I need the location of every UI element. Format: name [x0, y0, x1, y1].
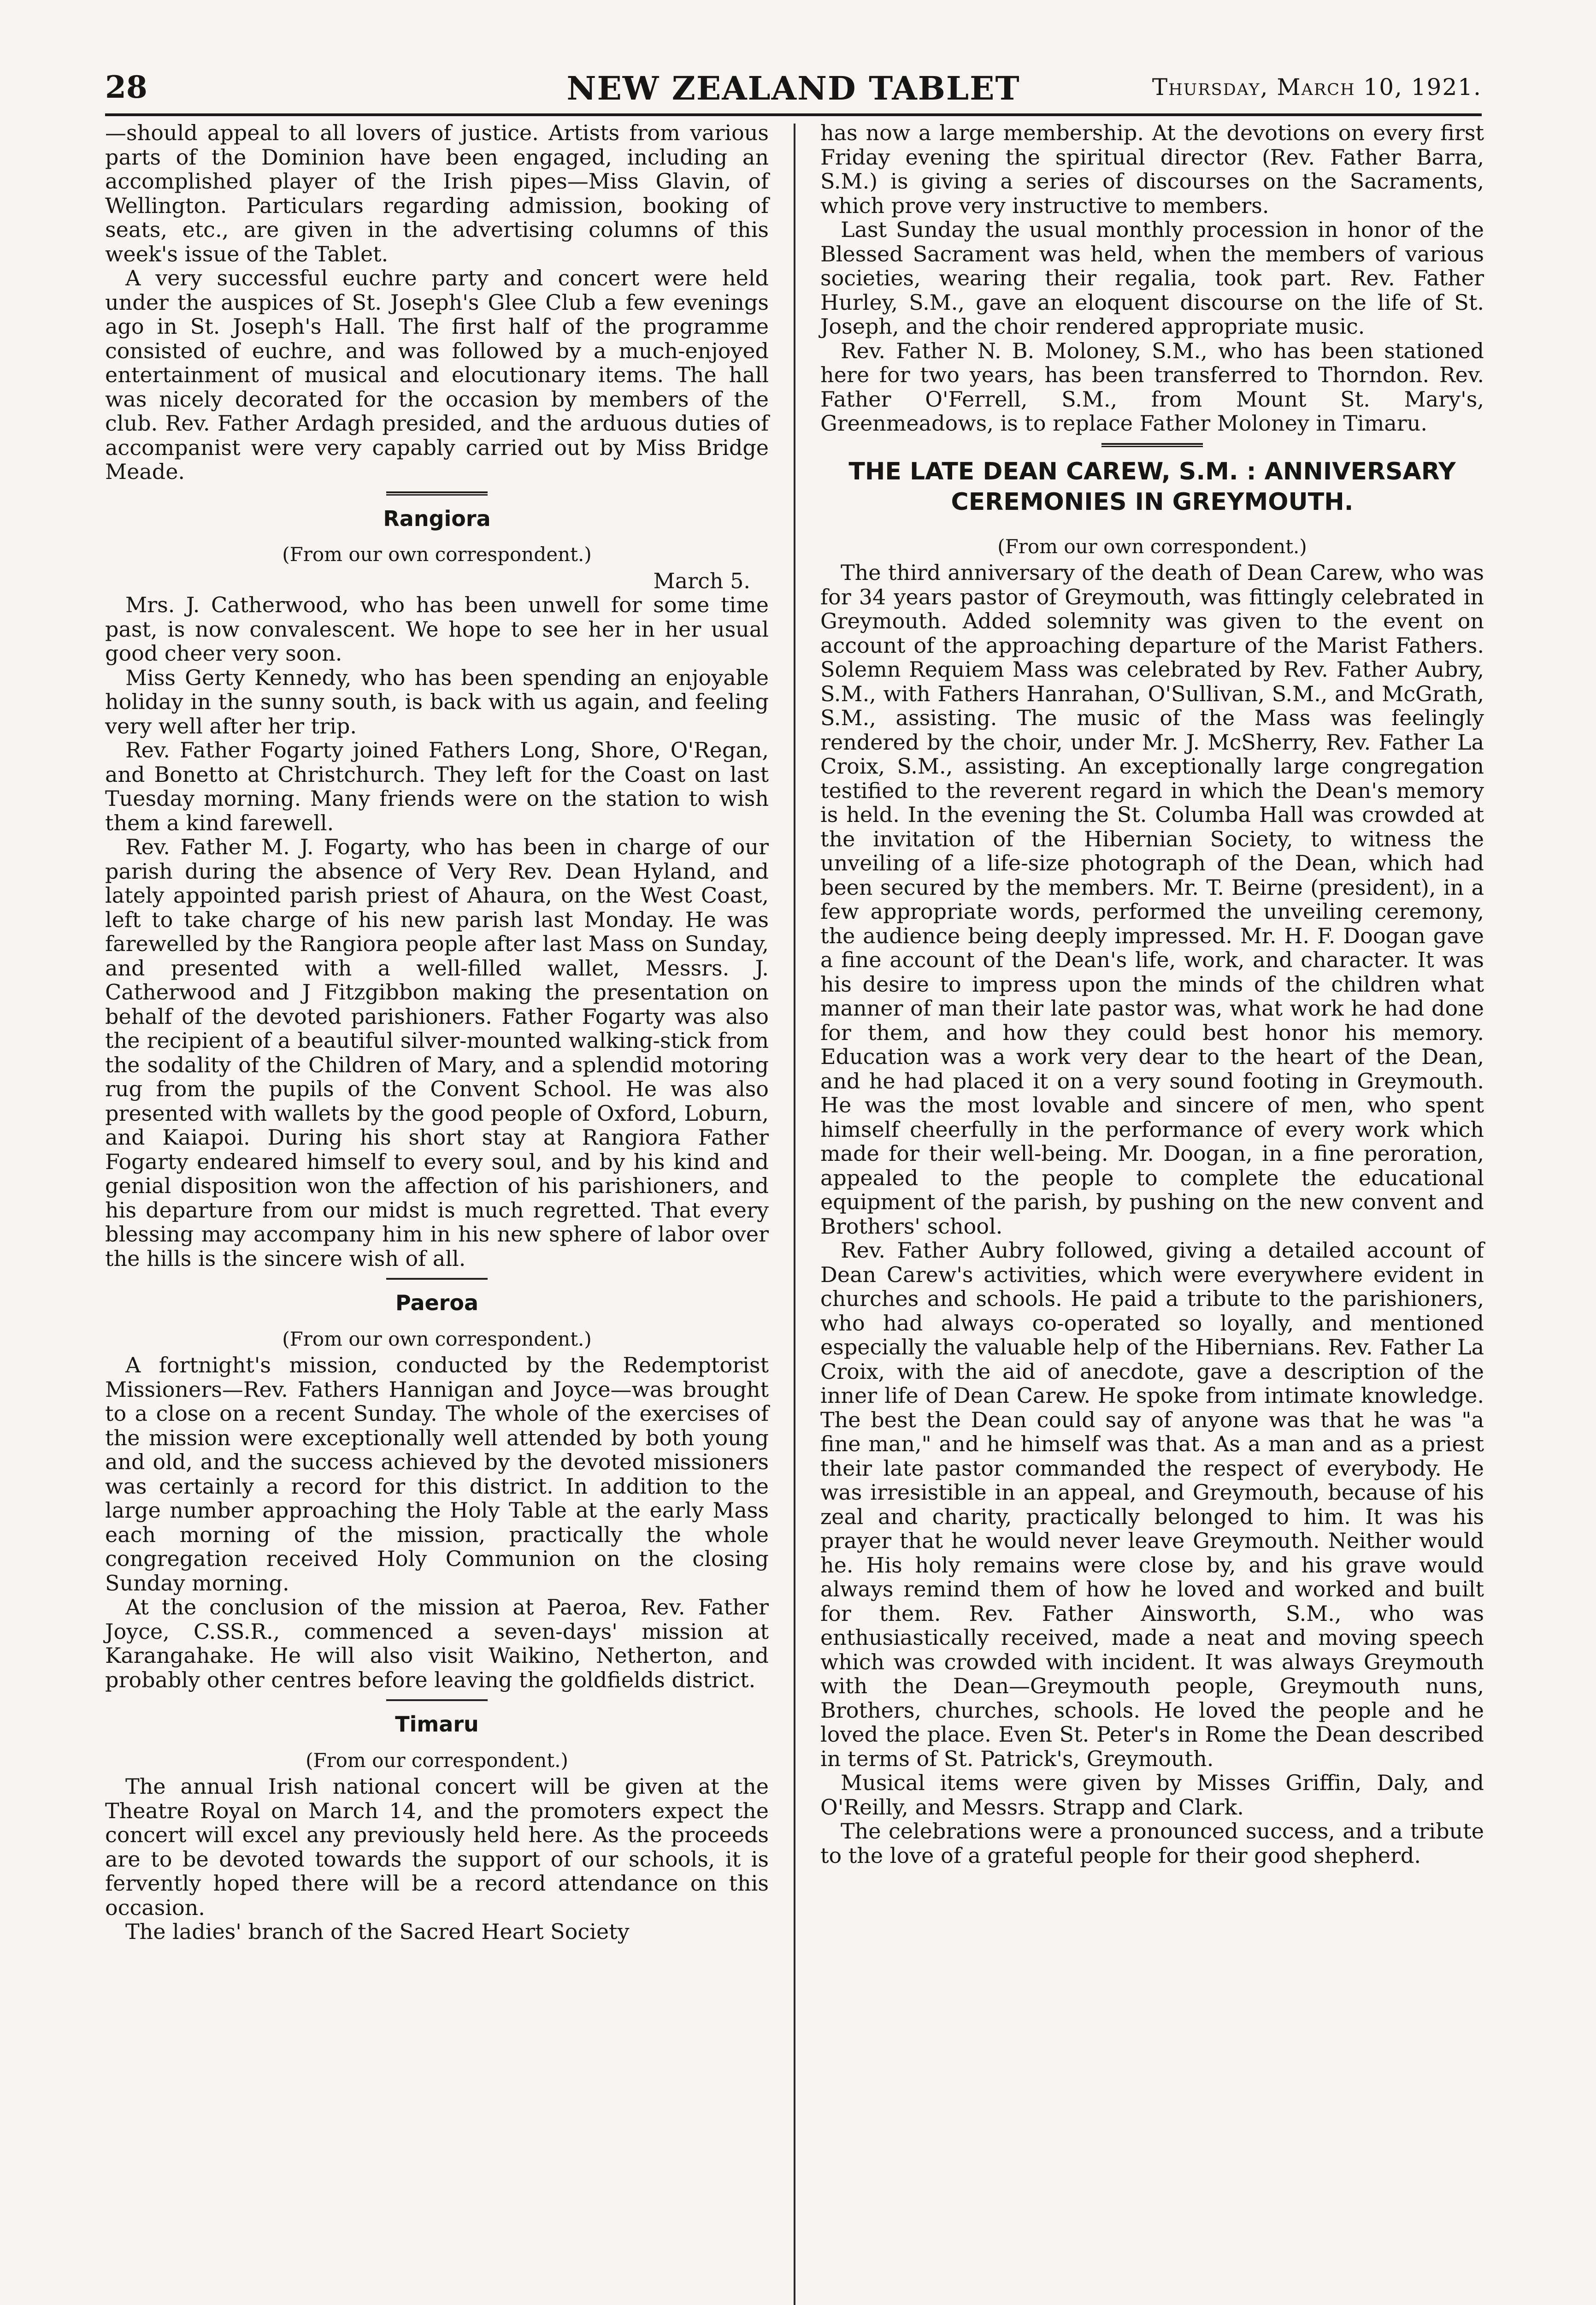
header-rule — [105, 113, 1482, 116]
dateline: March 5. — [653, 568, 750, 593]
article-paragraph: The celebrations were a pronounced success, and a tribute to the love of a grateful people for their good shepherd. — [820, 1819, 1484, 1868]
section-heading-paeroa: Paeroa — [395, 1290, 479, 1315]
article-paragraph: Mrs. J. Catherwood, who has been unwell for some time past, is now convalescent. We hope to see her in her usual good cheer very soon. — [105, 592, 769, 666]
correspondent-note: (From our own correspondent.) — [997, 535, 1307, 558]
article-paragraph: has now a large membership. At the devotions on every first Friday evening the spiritual director (Rev. Father Barra, S.M.) is giving a series of discourses on the Sacraments, which prove very instructive to members. — [820, 120, 1484, 218]
left-column — [105, 121, 769, 1944]
article-paragraph: —should appeal to all lovers of justice. Artists from various parts of the Dominion have been engaged, including an accomplished player of the Irish pipes—Miss Glavin, of Wellington. Particulars regarding admission, booking of seats, etc., are given in the advertising columns of this week's issue of the Tablet. — [105, 120, 769, 266]
masthead — [105, 69, 1482, 115]
section-heading-dean-carew: THE LATE DEAN CAREW, S.M. : ANNIVERSARY CEREMONIES IN GREYMOUTH. — [848, 457, 1456, 516]
paper-title: NEW ZEALAND TABLET — [566, 69, 1020, 107]
article-paragraph: A fortnight's mission, conducted by the Redemptorist Missioners—Rev. Fathers Hannigan and Joyce—was brought to a close on a recent Sunday. The whole of the exercises of the mission were exceptionally well attended by both young and old, and the success achieved by the devoted missioners was certainly a record for this district. In addition to the large number approaching the Holy Table at the early Mass each morning of the mission, practically the whole congregation received Holy Communion on the closing Sunday morning. — [105, 1353, 769, 1596]
correspondent-note: (From our own correspondent.) — [282, 1327, 592, 1350]
section-divider — [386, 491, 488, 496]
section-divider — [1101, 443, 1203, 447]
section-heading-timaru: Timaru — [395, 1712, 479, 1737]
section-divider — [386, 1278, 488, 1280]
page-number: 28 — [105, 69, 147, 105]
right-column — [820, 121, 1484, 1868]
article-paragraph: Rev. Father N. B. Moloney, S.M., who has been stationed here for two years, has been transferred to Thorndon. Rev. Father O'Ferrell, S.M., from Mount St. Mary's, Greenmeadows, is to replace Father Moloney in Timaru. — [820, 338, 1484, 436]
issue-date: Thursday, March 10, 1921. — [1152, 74, 1482, 100]
article-paragraph: Rev. Father M. J. Fogarty, who has been in charge of our parish during the absence of Very Rev. Dean Hyland, and lately appointed parish priest of Ahaura, on the West Coast, left to take charge of his new parish last Monday. He was farewelled by the Rangiora people after last Mass on Sunday, and presented with a well-filled wallet, Messrs. J. Catherwood and J Fitzgibbon making the presentation on behalf of the devoted parishioners. Father Fogarty was also the recipient of a beautiful silver-mounted walking-stick from the sodality of the Children of Mary, and a splendid motoring rug from the pupils of the Convent School. He was also presented with wallets by the good people of Oxford, Loburn, and Kaiapoi. During his short stay at Rangiora Father Fogarty endeared himself to every soul, and by his kind and genial disposition won the affection of his parishioners, and his departure from our midst is much regretted. That every blessing may accompany him in his new sphere of labor over the hills is the sincere wish of all. — [105, 834, 769, 1271]
article-paragraph: Miss Gerty Kennedy, who has been spending an enjoyable holiday in the sunny south, is back with us again, and feeling very well after her trip. — [105, 665, 769, 739]
article-paragraph: The ladies' branch of the Sacred Heart Society — [125, 1919, 630, 1944]
article-paragraph: At the conclusion of the mission at Paeroa, Rev. Father Joyce, C.SS.R., commenced a seven-days' mission at Karangahake. He will also visit Waikino, Netherton, and probably other centres before leaving the goldfields district. — [105, 1595, 769, 1692]
article-paragraph: Rev. Father Fogarty joined Fathers Long, Shore, O'Regan, and Bonetto at Christchurch. They left for the Coast on last Tuesday morning. Many friends were on the station to wish them a kind farewell. — [105, 738, 769, 835]
article-paragraph: The annual Irish national concert will be given at the Theatre Royal on March 14, and the promoters expect the concert will excel any previously held here. As the proceeds are to be devoted towards the support of our schools, it is fervently hoped there will be a record attendance on this occasion. — [105, 1774, 769, 1920]
article-paragraph: A very successful euchre party and concert were held under the auspices of St. Joseph's Glee Club a few evenings ago in St. Joseph's Hall. The first half of the programme consisted of euchre, and was followed by a much-enjoyed entertainment of musical and elocutionary items. The hall was nicely decorated for the occasion by members of the club. Rev. Father Ardagh presided, and the arduous duties of accompanist were very capably carried out by Miss Bridge Meade. — [105, 266, 769, 484]
article-paragraph: Rev. Father Aubry followed, giving a detailed account of Dean Carew's activities, which were everywhere evident in churches and schools. He paid a tribute to the parishioners, who had always co-operated so loyally, and mentioned especially the valuable help of the Hibernians. Rev. Father La Croix, with the aid of anecdote, gave a description of the inner life of Dean Carew. He spoke from intimate knowledge. The best the Dean could say of anyone was that he was "a fine man," and he himself was that. As a man and as a priest their late pastor commanded the respect of everybody. He was irresistible in an appeal, and Greymouth, because of his zeal and charity, practically belonged to him. It was his prayer that he would never leave Greymouth. Neither would he. His holy remains were close by, and his grave would always remind them of how he loved and worked and built for them. Rev. Father Ainsworth, S.M., who was enthusiastically received, made a neat and moving speech which was crowded with incident. It was always Greymouth with the Dean—Greymouth people, Greymouth nuns, Brothers, churches, schools. He loved the people and he loved the place. Even St. Peter's in Rome the Dean described in terms of St. Patrick's, Greymouth. — [820, 1238, 1484, 1771]
article-paragraph: Last Sunday the usual monthly procession in honor of the Blessed Sacrament was held, when the members of various societies, wearing their regalia, took part. Rev. Father Hurley, S.M., gave an eloquent discourse on the life of St. Joseph, and the choir rendered appropriate music. — [820, 217, 1484, 339]
correspondent-note: (From our correspondent.) — [306, 1749, 568, 1772]
section-divider — [386, 1699, 488, 1701]
article-paragraph: The third anniversary of the death of Dean Carew, who was for 34 years pastor of Greymouth, was fittingly celebrated in Greymouth. Added solemnity was given to the event on account of the approaching departure of the Marist Fathers. Solemn Requiem Mass was celebrated by Rev. Father Aubry, S.M., with Fathers Hanrahan, O'Sullivan, S.M., and McGrath, S.M., assisting. The music of the Mass was feelingly rendered by the choir, under Mr. J. McSherry, Rev. Father La Croix, S.M., assisting. An exceptionally large congregation testified to the reverent regard in which the Dean's memory is held. In the evening the St. Columba Hall was crowded at the invitation of the Hibernian Society, to witness the unveiling of a life-size photograph of the Dean, which had been secured by the members. Mr. T. Beirne (president), in a few appropriate words, performed the unveiling ceremony, the audience being deeply impressed. Mr. H. F. Doogan gave a fine account of the Dean's life, work, and character. It was his desire to impress upon the minds of the children what manner of man their late pastor was, what work he had done for them, and how they could best honor his memory. Education was a work very dear to the heart of the Dean, and he had placed it on a very sound footing in Greymouth. He was the most lovable and sincere of men, who spent himself cheerfully in the performance of every work which made for their well-being. Mr. Doogan, in a fine peroration, appealed to the people to complete the educational equipment of the parish, by pushing on the new convent and Brothers' school. — [820, 560, 1484, 1239]
section-heading-rangiora: Rangiora — [383, 506, 491, 531]
column-divider — [794, 124, 795, 2305]
correspondent-note: (From our own correspondent.) — [282, 543, 592, 566]
article-paragraph: Musical items were given by Misses Griffin, Daly, and O'Reilly, and Messrs. Strapp and Clark. — [820, 1770, 1484, 1820]
